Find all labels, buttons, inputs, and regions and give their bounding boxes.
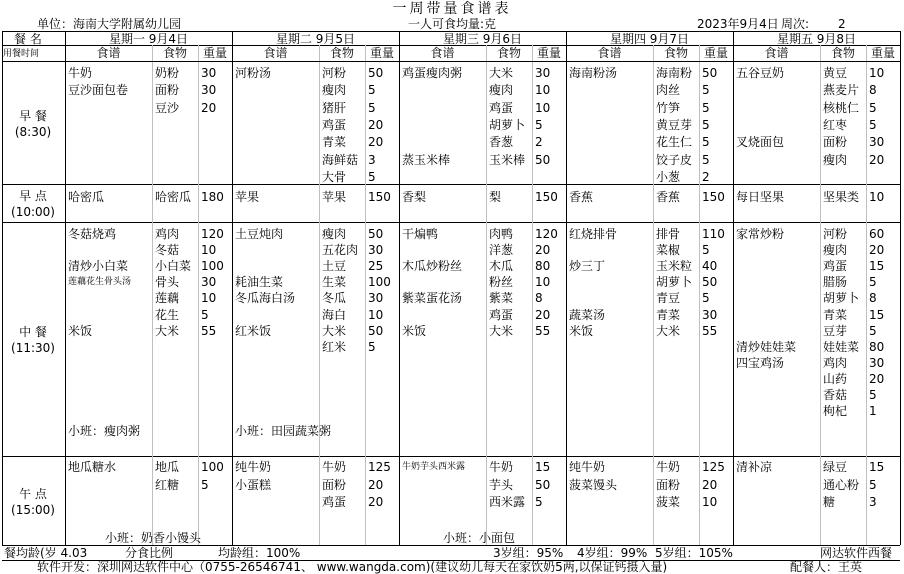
ingredient-name: 青菜	[823, 307, 848, 322]
ingredient-name: 青菜	[322, 135, 347, 150]
ratio-label: 分食比例	[125, 546, 174, 560]
day-header-1: 星期一 9月4日	[108, 32, 189, 46]
ingredient-weight: 20	[869, 371, 885, 386]
col-header-weight: 重量	[703, 46, 728, 60]
recipe-name: 清炒小白菜	[68, 259, 129, 274]
week-label: 周次:	[781, 17, 810, 31]
meal-time: (8:30)	[14, 124, 52, 139]
ingredient-weight: 3	[869, 495, 877, 509]
grid-line	[653, 45, 654, 545]
page-title: 一周带量食谱表	[392, 1, 512, 17]
ingredient-name: 哈密瓜	[155, 190, 192, 204]
ingredient-weight: 5	[869, 323, 877, 338]
ingredient-name: 小葱	[656, 169, 681, 184]
ingredient-weight: 5	[535, 117, 543, 132]
ingredient-weight: 20	[535, 307, 551, 322]
age-average: 餐均龄(岁 4.03	[4, 546, 88, 560]
ingredient-name: 香菇	[823, 388, 848, 402]
ingredient-weight: 10	[702, 495, 718, 509]
ingredient-weight: 20	[368, 495, 384, 509]
ingredient-weight: 50	[535, 477, 551, 492]
recipe-name: 菠菜馒头	[569, 477, 618, 492]
ingredient-weight: 30	[869, 135, 885, 150]
ingredient-weight: 30	[535, 66, 551, 80]
grid-line	[2, 184, 900, 185]
ingredient-name: 肉丝	[656, 83, 681, 98]
meal-name: 早 点	[19, 189, 47, 203]
ingredient-name: 鸡蛋	[322, 117, 347, 132]
recipe-name: 豆沙面包卷	[68, 83, 129, 98]
software-credit: 软件开发：深圳网达软件中心（0755-26546741、 www.wangda.com)(建议幼儿每天在家饮奶5两,以保证钙摄入量)	[37, 560, 668, 574]
ingredient-name: 大米	[155, 323, 180, 338]
ingredient-name: 豆沙	[155, 100, 180, 115]
ingredient-weight: 10	[368, 307, 384, 322]
grid-line	[866, 45, 867, 545]
col-header-weight: 重量	[369, 46, 394, 60]
recipe-name: 蒸玉米棒	[402, 152, 451, 167]
ingredient-name: 娃娃菜	[823, 339, 860, 354]
recipe-name: 紫菜蛋花汤	[402, 291, 463, 306]
ingredient-name: 牛奶	[489, 460, 514, 474]
ingredient-name: 胡萝卜	[823, 291, 860, 306]
ingredient-name: 海南粉	[656, 66, 693, 80]
ingredient-weight: 10	[201, 243, 217, 258]
ingredient-weight: 30	[201, 83, 217, 98]
ingredient-name: 胡萝卜	[489, 117, 526, 132]
ingredient-name: 粉丝	[489, 275, 514, 290]
recipe-name: 炒三丁	[569, 259, 606, 274]
col-header-recipe: 食谱	[597, 46, 622, 60]
col-header-recipe: 食谱	[263, 46, 288, 60]
ingredient-weight: 20	[368, 135, 384, 150]
ingredient-weight: 30	[201, 275, 217, 290]
ingredient-name: 坚果类	[823, 190, 860, 204]
meal-name: 中 餐	[19, 325, 47, 339]
unit-name: 单位：海南大学附属幼儿园	[37, 17, 182, 31]
recipe-name: 纯牛奶	[569, 460, 606, 474]
grid-line	[65, 61, 900, 62]
ingredient-weight: 50	[702, 275, 718, 290]
ingredient-name: 骨头	[155, 275, 180, 290]
recipe-name: 海南粉汤	[569, 66, 618, 80]
day-header-3: 星期三 9月6日	[442, 32, 523, 46]
recipe-name: 叉烧面包	[736, 135, 785, 150]
per-person-label: 一人可食均量:克	[407, 17, 497, 31]
grid-line	[65, 31, 66, 545]
col-header-ingredient: 食物	[496, 46, 521, 60]
recipe-name: 小蛋糕	[235, 477, 272, 492]
ingredient-weight: 10	[535, 83, 551, 98]
grid-line	[232, 31, 233, 545]
ingredient-weight: 1	[869, 404, 877, 419]
meal-time: (11:30)	[11, 341, 55, 355]
ingredient-name: 青菜	[656, 307, 681, 322]
recipe-name: 每日坚果	[736, 190, 785, 204]
grid-line	[2, 31, 3, 545]
ingredient-name: 鸡蛋	[823, 259, 848, 274]
col-header-ingredient: 食物	[162, 46, 187, 60]
ingredient-name: 五花肉	[322, 243, 359, 258]
grid-line	[900, 31, 901, 545]
corner-meal-label: 餐 名	[14, 32, 42, 46]
day-header-4: 星期四 9月7日	[609, 32, 690, 46]
ingredient-weight: 20	[201, 100, 217, 115]
ingredient-weight: 40	[702, 259, 718, 274]
ingredient-name: 牛奶	[322, 460, 347, 474]
ingredient-name: 通心粉	[823, 477, 860, 492]
ingredient-weight: 125	[368, 460, 391, 474]
ingredient-name: 大米	[489, 323, 514, 338]
ingredient-name: 洋葱	[489, 243, 514, 258]
ingredient-weight: 5	[702, 243, 710, 258]
ingredient-weight: 50	[702, 66, 718, 80]
ingredient-name: 饺子皮	[656, 152, 693, 167]
ingredient-name: 芋头	[489, 477, 514, 492]
ingredient-name: 鸡蛋	[489, 100, 514, 115]
ingredient-weight: 80	[535, 259, 551, 274]
ingredient-name: 燕麦片	[823, 83, 860, 98]
ingredient-name: 菠菜	[656, 495, 681, 509]
ingredient-weight: 15	[869, 259, 885, 274]
recipe-name: 苹果	[235, 190, 260, 204]
ingredient-weight: 30	[869, 355, 885, 370]
ingredient-weight: 5	[702, 117, 710, 132]
ingredient-weight: 5	[702, 100, 710, 115]
ingredient-name: 苹果	[322, 190, 347, 204]
ingredient-name: 香蕉	[656, 190, 681, 204]
vendor-label: 网达软件西餐	[820, 546, 893, 560]
ingredient-name: 核桃仁	[823, 100, 860, 115]
ingredient-weight: 5	[368, 83, 376, 98]
recipe-name: 纯牛奶	[235, 460, 272, 474]
ingredient-name: 红糖	[155, 477, 180, 492]
ingredient-name: 鸡肉	[155, 227, 180, 241]
ingredient-weight: 100	[201, 460, 224, 474]
ingredient-weight: 50	[368, 66, 384, 80]
ingredient-weight: 5	[702, 135, 710, 150]
report-date: 2023年9月4日	[697, 17, 779, 31]
ingredient-weight: 10	[535, 100, 551, 115]
ingredient-name: 糖	[823, 495, 836, 509]
ingredient-weight: 60	[869, 227, 885, 241]
grid-line	[2, 456, 900, 457]
ingredient-name: 河粉	[823, 227, 848, 241]
ingredient-weight: 8	[869, 83, 877, 98]
ingredient-name: 鸡蛋	[322, 495, 347, 509]
ingredient-name: 红米	[322, 339, 347, 354]
ingredient-weight: 80	[869, 339, 885, 354]
grid-line	[399, 31, 400, 545]
ingredient-weight: 110	[702, 227, 725, 241]
recipe-name: 米饭	[402, 323, 427, 338]
ingredient-weight: 50	[368, 227, 384, 241]
lunch-note-small-class: 小班：瘦肉粥	[68, 424, 141, 438]
ingredient-weight: 5	[869, 100, 877, 115]
group5-ratio: 5岁组：105%	[655, 546, 733, 560]
ingredient-weight: 5	[702, 291, 710, 306]
col-header-weight: 重量	[202, 46, 227, 60]
ingredient-name: 面粉	[155, 83, 180, 98]
ingredient-name: 瘦肉	[489, 83, 514, 98]
ingredient-weight: 100	[201, 259, 224, 274]
meal-time: (15:00)	[11, 502, 55, 517]
ingredient-weight: 5	[201, 477, 209, 492]
ingredient-name: 海鲜菇	[322, 152, 359, 167]
recipe-name: 米饭	[569, 323, 594, 338]
ingredient-name: 黄豆芽	[656, 117, 693, 132]
recipe-name: 香梨	[402, 190, 427, 204]
ingredient-name: 奶粉	[155, 66, 180, 80]
grid-line	[566, 31, 567, 545]
ingredient-weight: 55	[702, 323, 718, 338]
recipe-name: 清补凉	[736, 460, 773, 474]
ingredient-name: 豆芽	[823, 323, 848, 338]
ingredient-weight: 5	[702, 83, 710, 98]
ingredient-weight: 30	[702, 307, 718, 322]
ingredient-weight: 5	[368, 339, 376, 354]
ingredient-weight: 20	[869, 152, 885, 167]
recipe-name: 冬菇烧鸡	[68, 227, 117, 241]
col-header-weight: 重量	[536, 46, 561, 60]
ingredient-name: 菜椒	[656, 243, 681, 258]
recipe-name: 红米饭	[235, 323, 272, 338]
ingredient-weight: 55	[535, 323, 551, 338]
ingredient-name: 玉米粒	[656, 259, 693, 274]
ingredient-name: 香葱	[489, 135, 514, 150]
grid-line	[532, 45, 533, 545]
col-header-ingredient: 食物	[830, 46, 855, 60]
ingredient-weight: 150	[368, 190, 391, 204]
ingredient-weight: 30	[368, 243, 384, 258]
ingredient-weight: 15	[869, 460, 885, 474]
recipe-name: 木瓜炒粉丝	[402, 259, 463, 274]
ingredient-weight: 55	[201, 323, 217, 338]
day-header-5: 星期五 9月8日	[776, 32, 857, 46]
ingredient-weight: 5	[869, 477, 877, 492]
ingredient-weight: 50	[535, 152, 551, 167]
ingredient-name: 生菜	[322, 275, 347, 290]
ingredient-weight: 5	[869, 117, 877, 132]
ingredient-name: 大米	[489, 66, 514, 80]
group3-ratio: 3岁组：95%	[493, 546, 564, 560]
ingredient-name: 玉米棒	[489, 152, 526, 167]
recipe-name: 莲藕花生骨头汤	[68, 277, 132, 288]
ingredient-name: 青豆	[656, 291, 681, 306]
snack-note-small-class: 小班：奶香小馒头	[105, 531, 202, 545]
ingredient-name: 山药	[823, 371, 848, 386]
ingredient-name: 面粉	[823, 135, 848, 150]
ingredient-name: 大米	[322, 323, 347, 338]
ingredient-weight: 3	[368, 152, 376, 167]
ingredient-weight: 50	[368, 323, 384, 338]
ingredient-weight: 15	[869, 307, 885, 322]
ingredient-name: 黄豆	[823, 66, 848, 80]
ingredient-name: 肉鸭	[489, 227, 514, 241]
ingredient-name: 猪肝	[322, 100, 347, 115]
ingredient-weight: 5	[702, 152, 710, 167]
col-header-recipe: 食谱	[764, 46, 789, 60]
recipe-name: 土豆炖肉	[235, 227, 284, 241]
meal-name: 早 餐	[19, 108, 47, 123]
ingredient-weight: 125	[702, 460, 725, 474]
ingredient-weight: 8	[535, 291, 543, 306]
ingredient-name: 牛奶	[656, 460, 681, 474]
col-header-weight: 重量	[870, 46, 895, 60]
corner-time-label: 用餐时间	[3, 49, 40, 59]
grid-line	[319, 45, 320, 545]
recipe-name: 米饭	[68, 323, 93, 338]
ingredient-name: 面粉	[322, 477, 347, 492]
avg-group-ratio: 均龄组：100%	[218, 546, 301, 560]
ingredient-name: 大骨	[322, 169, 347, 184]
recipe-name: 四宝鸡汤	[736, 355, 785, 370]
ingredient-weight: 20	[368, 117, 384, 132]
recipe-name: 耗油生菜	[235, 275, 284, 290]
group4-ratio: 4岁组：99%	[577, 546, 648, 560]
recipe-name: 牛奶芋头西米露	[402, 462, 466, 472]
recipe-name: 蔬菜汤	[569, 307, 606, 322]
ingredient-name: 冬瓜	[322, 291, 347, 306]
ingredient-name: 海白	[322, 307, 347, 322]
ingredient-name: 紫菜	[489, 291, 514, 306]
ingredient-name: 地瓜	[155, 460, 180, 474]
ingredient-weight: 150	[702, 190, 725, 204]
ingredient-name: 瘦肉	[322, 227, 347, 241]
ingredient-weight: 5	[869, 275, 877, 290]
grid-line	[2, 222, 900, 223]
recipe-name: 地瓜糖水	[68, 460, 117, 474]
ingredient-name: 竹笋	[656, 100, 681, 115]
ingredient-name: 西米露	[489, 495, 526, 509]
ingredient-name: 排骨	[656, 227, 681, 241]
ingredient-name: 莲藕	[155, 291, 180, 306]
recipe-name: 哈密瓜	[68, 190, 105, 204]
grid-line	[733, 31, 734, 545]
ingredient-name: 瘦肉	[823, 152, 848, 167]
ingredient-weight: 20	[535, 243, 551, 258]
ingredient-name: 大米	[656, 323, 681, 338]
recipe-name: 牛奶	[68, 66, 93, 80]
ingredient-name: 红枣	[823, 117, 848, 132]
preparer-name: 配餐人：王英	[790, 560, 863, 574]
grid-line	[820, 45, 821, 545]
ingredient-weight: 20	[702, 477, 718, 492]
ingredient-weight: 5	[201, 307, 209, 322]
ingredient-name: 小白菜	[155, 259, 192, 274]
ingredient-weight: 25	[368, 259, 384, 274]
col-header-recipe: 食谱	[430, 46, 455, 60]
ingredient-weight: 15	[535, 460, 551, 474]
recipe-name: 冬瓜海白汤	[235, 291, 296, 306]
ingredient-weight: 10	[201, 291, 217, 306]
ingredient-name: 瘦肉	[322, 83, 347, 98]
ingredient-name: 面粉	[656, 477, 681, 492]
ingredient-name: 瘦肉	[823, 243, 848, 258]
ingredient-weight: 10	[869, 66, 885, 80]
ingredient-name: 花生	[155, 307, 180, 322]
ingredient-weight: 2	[702, 169, 710, 184]
recipe-name: 干煸鸭	[402, 227, 439, 241]
recipe-name: 清炒娃娃菜	[736, 339, 797, 354]
day-header-2: 星期二 9月5日	[275, 32, 356, 46]
ingredient-weight: 100	[368, 275, 391, 290]
ingredient-name: 鸡肉	[823, 355, 848, 370]
ingredient-name: 枸杞	[823, 404, 848, 419]
ingredient-weight: 20	[368, 477, 384, 492]
ingredient-weight: 30	[368, 291, 384, 306]
col-header-ingredient: 食物	[663, 46, 688, 60]
recipe-name: 鸡蛋瘦肉粥	[402, 66, 463, 80]
ingredient-weight: 5	[535, 495, 543, 509]
week-number: 2	[838, 17, 846, 31]
ingredient-weight: 5	[869, 388, 877, 402]
grid-line	[486, 45, 487, 545]
recipe-name: 香蕉	[569, 190, 594, 204]
grid-line	[152, 45, 153, 545]
ingredient-weight: 120	[201, 227, 224, 241]
ingredient-name: 河粉	[322, 66, 347, 80]
ingredient-weight: 30	[201, 66, 217, 80]
ingredient-name: 腊肠	[823, 275, 848, 290]
ingredient-weight: 180	[201, 190, 224, 204]
meal-time: (10:00)	[11, 205, 55, 219]
ingredient-name: 鸡蛋	[489, 307, 514, 322]
recipe-name: 红烧排骨	[569, 227, 618, 241]
ingredient-name: 梨	[489, 190, 502, 204]
ingredient-name: 绿豆	[823, 460, 848, 474]
ingredient-weight: 2	[535, 135, 543, 150]
ingredient-weight: 5	[368, 169, 376, 184]
ingredient-weight: 150	[535, 190, 558, 204]
ingredient-name: 土豆	[322, 259, 347, 274]
ingredient-name: 花生仁	[656, 135, 693, 150]
ingredient-weight: 10	[869, 190, 885, 204]
grid-line	[365, 45, 366, 545]
ingredient-name: 胡萝卜	[656, 275, 693, 290]
ingredient-weight: 5	[368, 100, 376, 115]
lunch-note-small-class: 小班：田园蔬菜粥	[235, 424, 332, 438]
meal-name: 午 点	[19, 486, 47, 501]
recipe-name: 五谷豆奶	[736, 66, 785, 80]
grid-line	[699, 45, 700, 545]
ingredient-weight: 20	[869, 243, 885, 258]
snack-note-small-class: 小班：小面包	[443, 531, 516, 545]
grid-line	[198, 45, 199, 545]
ingredient-name: 木瓜	[489, 259, 514, 274]
ingredient-weight: 8	[869, 291, 877, 306]
recipe-name: 河粉汤	[235, 66, 272, 80]
ingredient-weight: 120	[535, 227, 558, 241]
ingredient-weight: 10	[535, 275, 551, 290]
col-header-ingredient: 食物	[329, 46, 354, 60]
recipe-name: 家常炒粉	[736, 227, 785, 241]
ingredient-name: 冬菇	[155, 243, 180, 258]
col-header-recipe: 食谱	[96, 46, 121, 60]
